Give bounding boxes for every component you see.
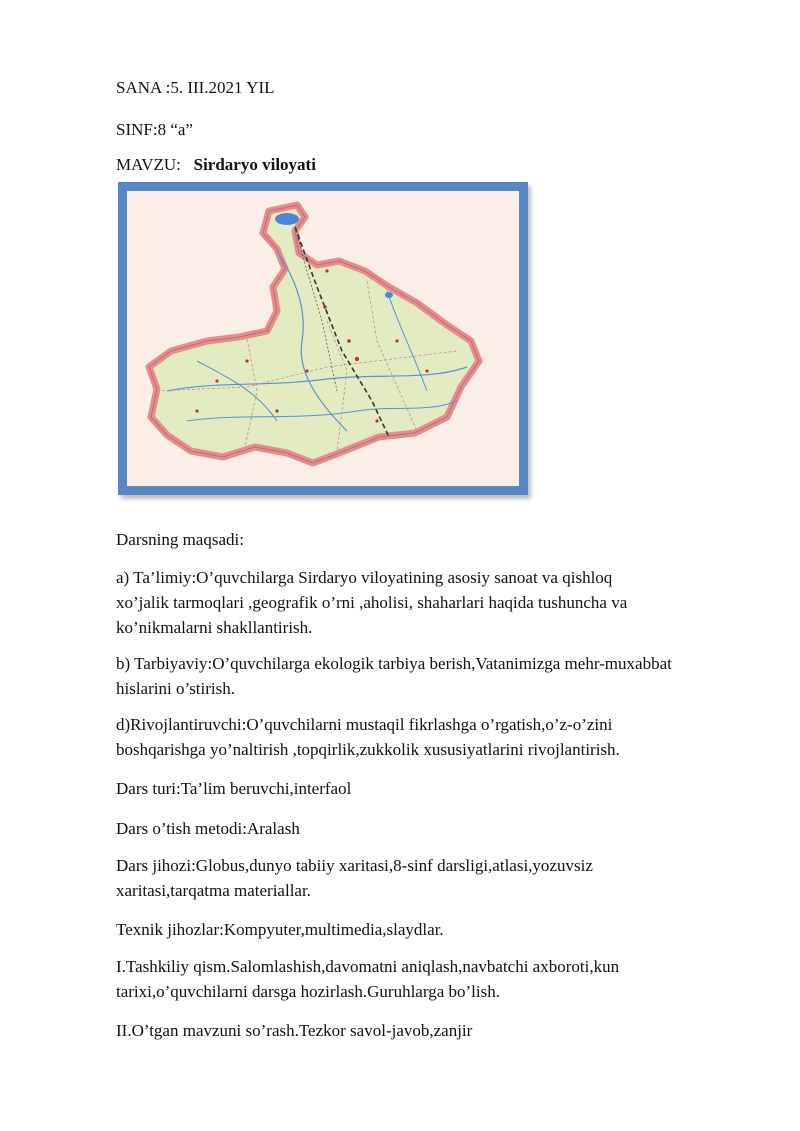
equipment-paragraph — [116, 853, 756, 903]
stage-1-line-1: I.Tashkiliy qism.Salomlashish,davomatni aniqlash,navbatchi axboroti,kun — [116, 957, 620, 976]
stage-1-line-2: tarixi,o’quvchilarni darsga hozirlash.Guruhlarga bo’lish. — [116, 982, 500, 1001]
lesson-type: Dars turi:Ta’lim beruvchi,interfaol — [116, 779, 352, 798]
goal-a-line-1: a) Ta’limiy:O’quvchilarga Sirdaryo viloyatining asosiy sanoat va qishloq — [116, 568, 613, 587]
class-line: SINF:8 “a” — [116, 120, 193, 139]
sirdaryo-map-image — [118, 182, 528, 495]
stage-2: II.O’tgan mavzuni so’rash.Tezkor savol-javob,zanjir — [116, 1021, 473, 1040]
lesson-method: Dars o’tish metodi:Aralash — [116, 819, 300, 838]
goal-d-line-2: boshqarishga yo’naltirish ,topqirlik,zukkolik xususiyatlarini rivojlantirish. — [116, 740, 620, 759]
date-line: SANA :5. III.2021 YIL — [116, 78, 275, 97]
goal-b-line-2: hislarini o’stirish. — [116, 679, 235, 698]
equipment-line-2: xaritasi,tarqatma materiallar. — [116, 881, 311, 900]
topic-title: Sirdaryo viloyati — [193, 155, 316, 174]
goal-d-paragraph — [116, 712, 756, 762]
goal-a-line-2: xo’jalik tarmoqlari ,geografik o’rni ,aholisi, shaharlari haqida tushuncha va — [116, 593, 628, 612]
goal-a-paragraph — [116, 565, 756, 640]
topic-label: MAVZU: — [116, 155, 181, 174]
topic-line — [116, 153, 316, 177]
goal-d-line-1: d)Rivojlantiruvchi:O’quvchilarni mustaqil fikrlashga o’rgatish,o’z-o’zini — [116, 715, 613, 734]
goal-b-paragraph — [116, 651, 756, 701]
sirdaryo-region-map-icon — [127, 191, 519, 486]
goals-heading: Darsning maqsadi: — [116, 530, 244, 549]
goal-b-line-1: b) Tarbiyaviy:O’quvchilarga ekologik tarbiya berish,Vatanimizga mehr-muxabbat — [116, 654, 672, 673]
tech-equipment: Texnik jihozlar:Kompyuter,multimedia,slaydlar. — [116, 920, 444, 939]
stage-1-paragraph — [116, 954, 756, 1004]
goal-a-line-3: ko’nikmalarni shakllantirish. — [116, 618, 313, 637]
equipment-line-1: Dars jihozi:Globus,dunyo tabiiy xaritasi,8-sinf darsligi,atlasi,yozuvsiz — [116, 856, 593, 875]
